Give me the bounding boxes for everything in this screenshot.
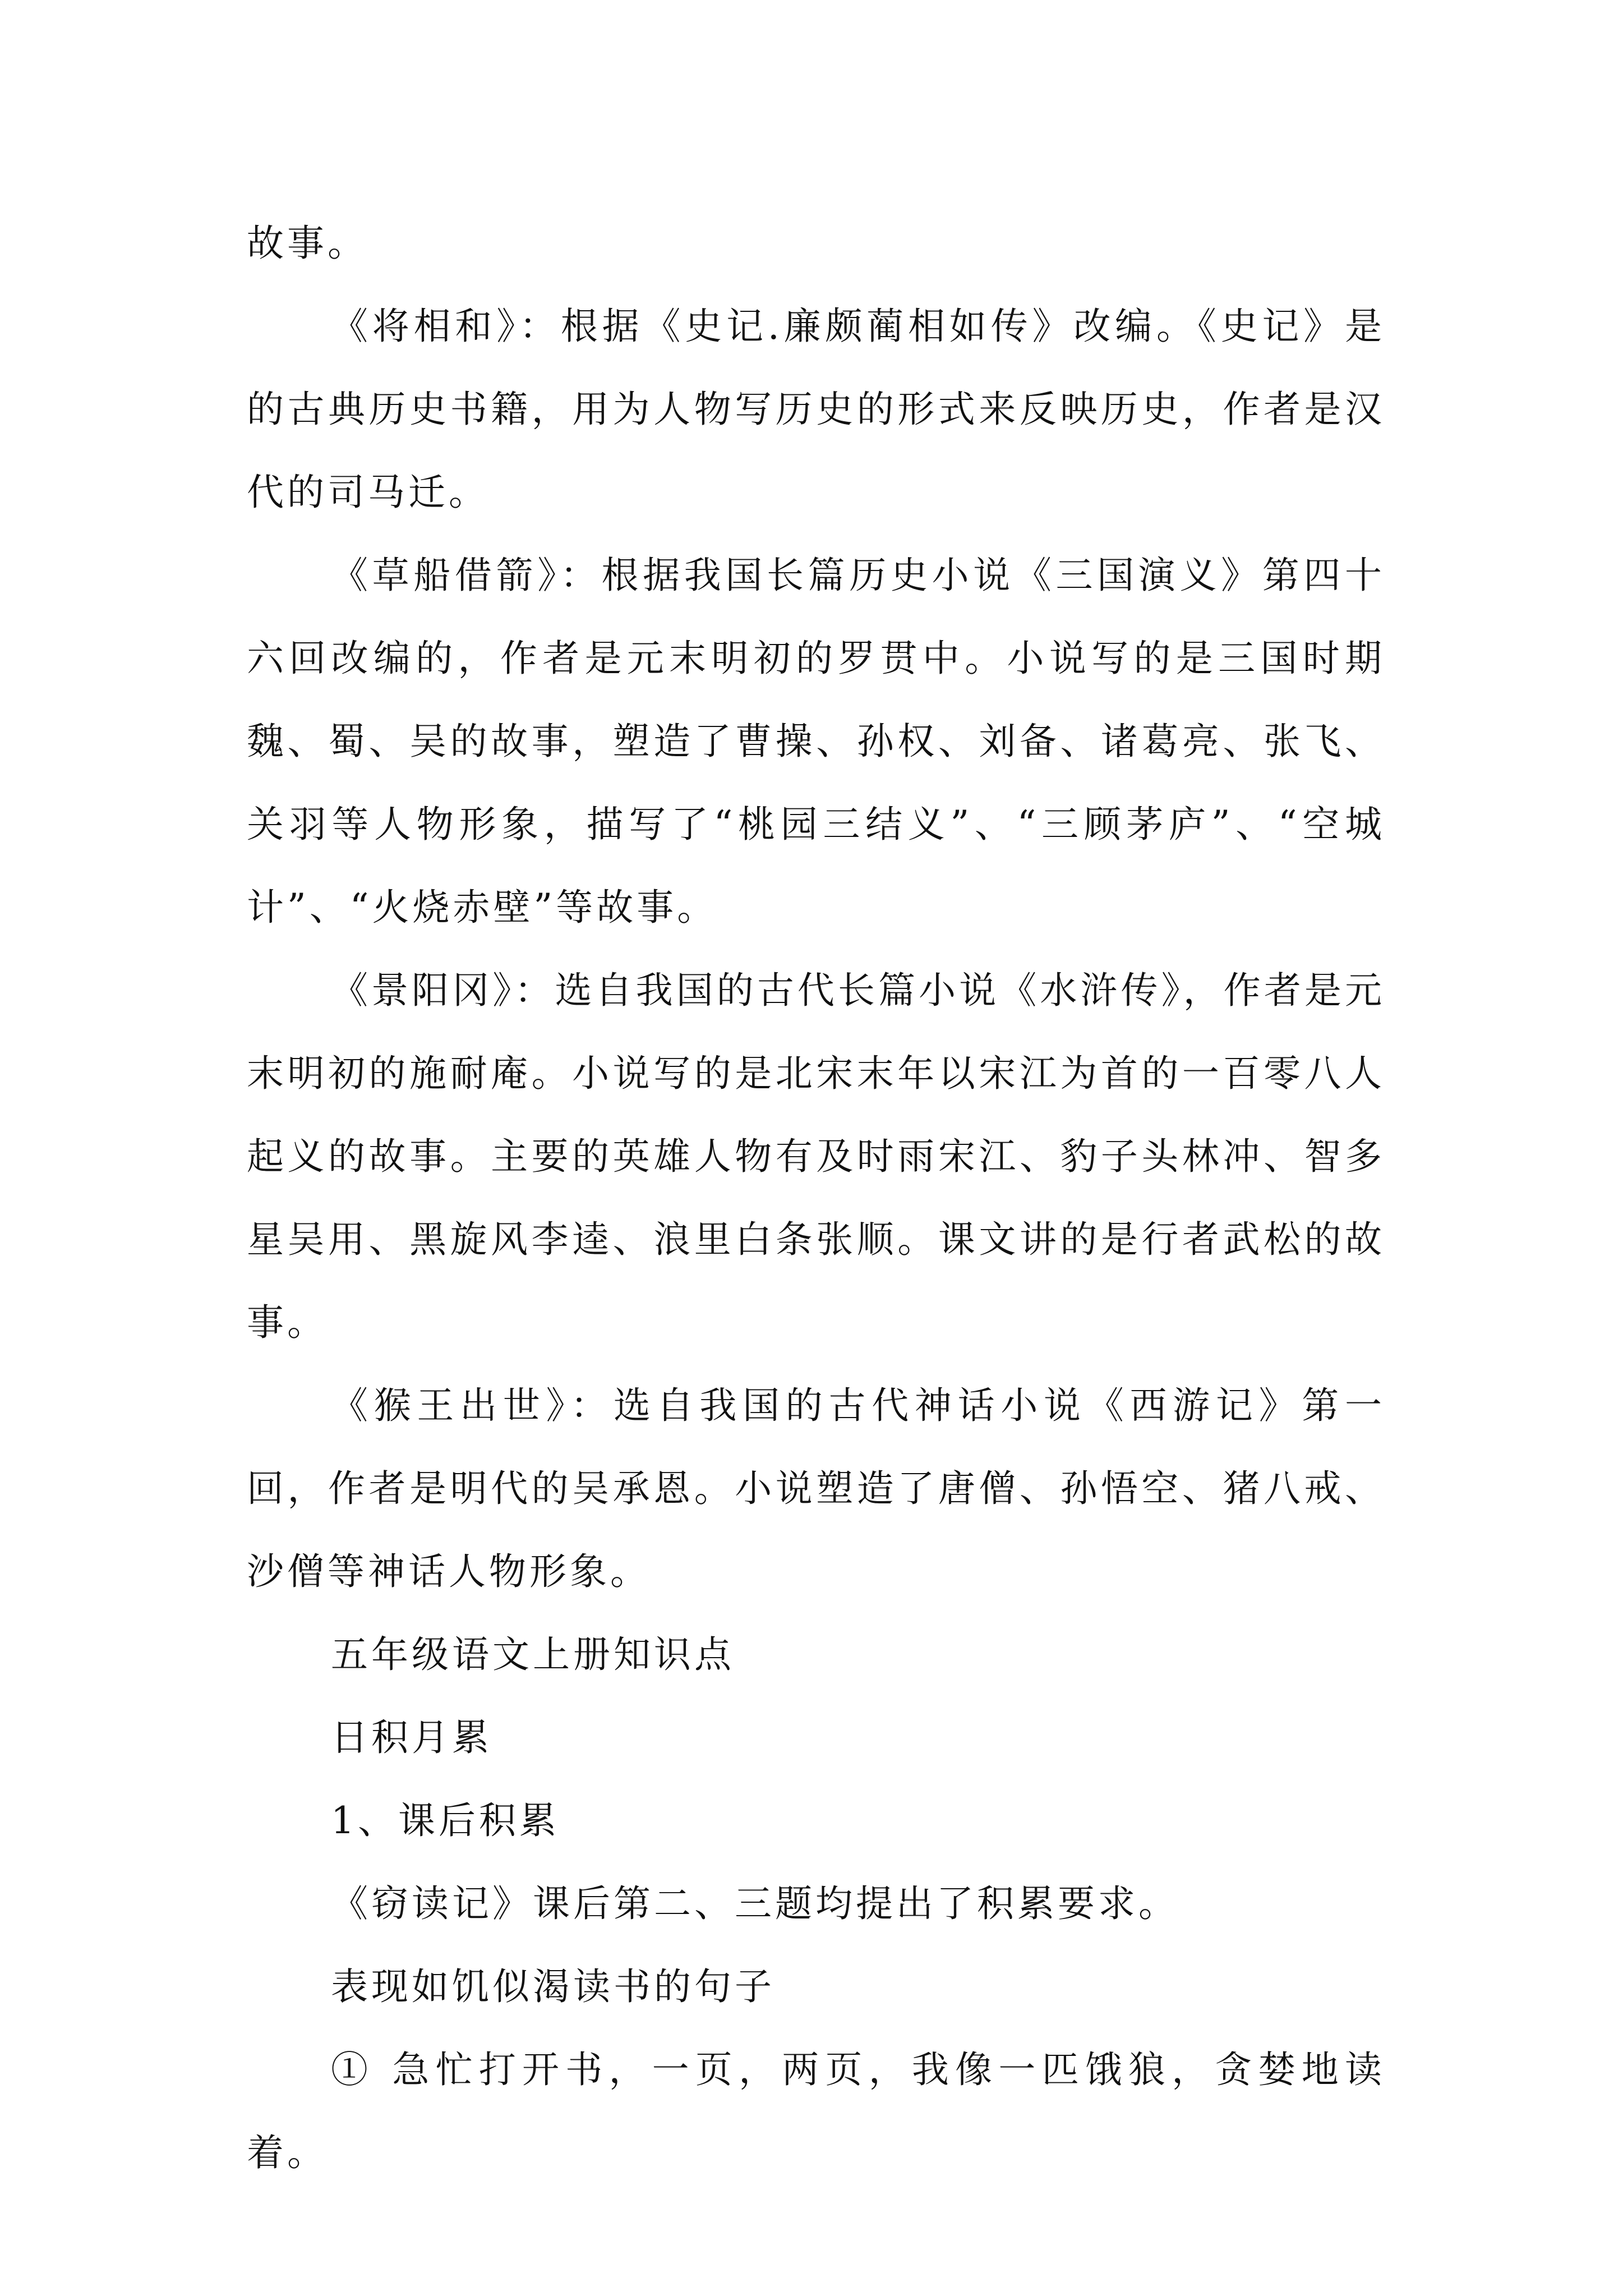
- numbered-heading: 1、课后积累: [331, 1799, 560, 1842]
- paragraph-continuation: 故事。: [247, 222, 368, 265]
- paragraph-jiang-xiang-he: 《将相和》：根据《史记.廉颇蔺相如传》改编。《史记》是的古典历史书籍，用为人物写历史的形式来反映历史，作者是汉代的司马迁。: [247, 305, 1385, 514]
- paragraph-qie-du-ji: 《窃读记》课后第二、三题均提出了积累要求。: [331, 1882, 1179, 1925]
- document-body: [247, 202, 1385, 2194]
- paragraph-sentence-heading: 表现如饥似渴读书的句子: [331, 1965, 775, 2008]
- section-heading: 五年级语文上册知识点: [331, 1633, 735, 1676]
- paragraph-jing-yang-gang: 《景阳冈》：选自我国的古代长篇小说《水浒传》，作者是元末明初的施耐庵。小说写的是北宋末年以宋江为首的一百零八人起义的故事。主要的英雄人物有及时雨宋江、豹子头林冲、智多星吴用、黑旋风李逵、浪里白条张顺。课文讲的是行者武松的故事。: [247, 969, 1385, 1344]
- paragraph-example-sentence: ① 急忙打开书，一页，两页，我像一匹饿狼，贪婪地读着。: [247, 2048, 1385, 2174]
- paragraph-hou-wang-chu-shi: 《猴王出世》：选自我国的古代神话小说《西游记》第一回，作者是明代的吴承恩。小说塑造了唐僧、孙悟空、猪八戒、沙僧等神话人物形象。: [247, 1384, 1385, 1593]
- subsection-heading: 日积月累: [331, 1716, 492, 1759]
- paragraph-cao-chuan-jie-jian: 《草船借箭》：根据我国长篇历史小说《三国演义》第四十六回改编的，作者是元末明初的罗贯中。小说写的是三国时期魏、蜀、吴的故事，塑造了曹操、孙权、刘备、诸葛亮、张飞、关羽等人物形象，描写了“桃园三结义”、“三顾茅庐”、“空城计”、“火烧赤壁”等故事。: [247, 554, 1385, 929]
